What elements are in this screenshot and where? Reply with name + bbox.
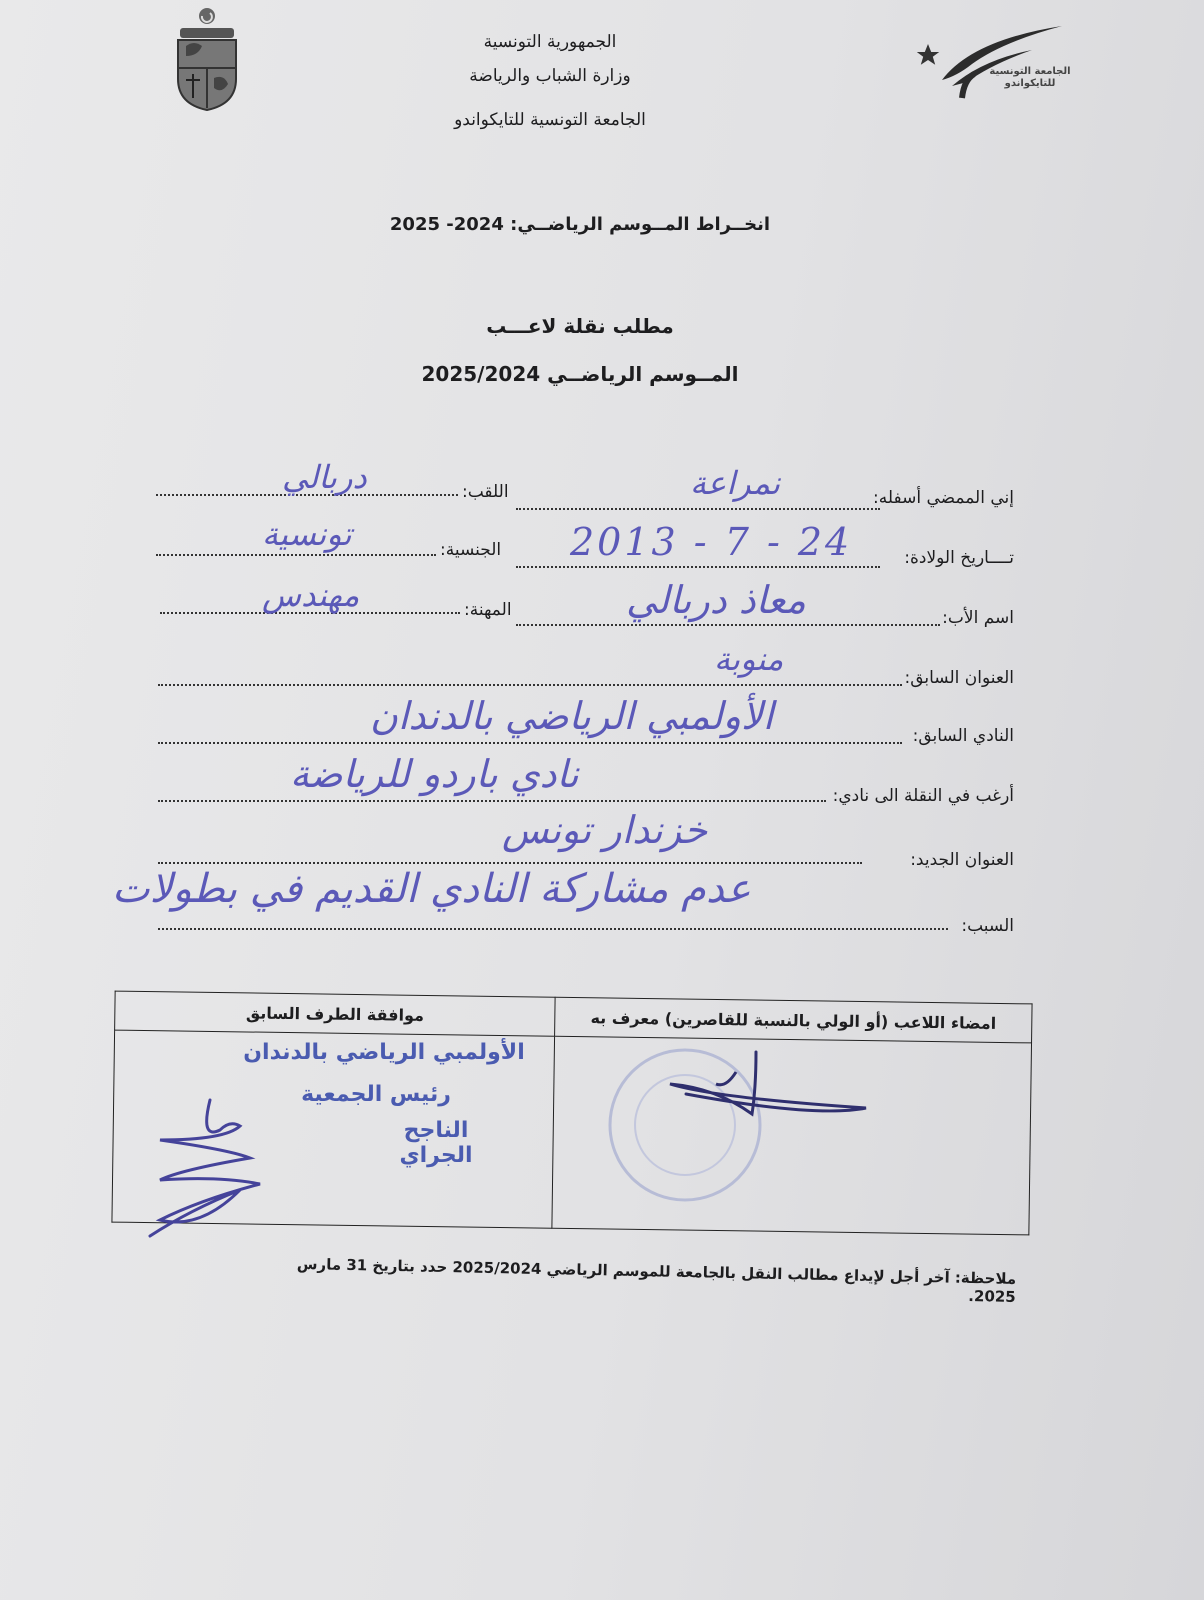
president-signature	[140, 1080, 320, 1250]
header-federation: الجامعة التونسية للتايكواندو	[454, 110, 646, 130]
club-stamp-line2: رئيس الجمعية	[301, 1082, 451, 1107]
new-address-value: خزندار تونس	[502, 808, 708, 852]
first-name-label: إني الممضي أسفله:	[873, 488, 1014, 508]
old-club-label: النادي السابق:	[912, 726, 1014, 746]
surname-label: اللقب:	[462, 482, 509, 502]
nationality-value: تونسية	[262, 515, 352, 553]
deadline-note: ملاحظة: آخر أجل لإيداع مطالب النقل بالجامعة للموسم الرياضي 2025/2024 حدد بتاريخ 31 مارس 2025.	[296, 1254, 1017, 1306]
nationality-dots	[156, 554, 436, 556]
old-address-dots	[158, 684, 902, 686]
nationality-label: الجنسية:	[440, 540, 502, 560]
old-address-value: منوبة	[714, 640, 784, 678]
first-name-value: نمراعة	[690, 464, 781, 502]
membership-season-line: انخــراط المــوسم الرياضــي: 2024- 2025	[389, 214, 771, 235]
reason-value: عدم مشاركة النادي القديم في بطولات	[112, 866, 751, 912]
job-value: مهندس	[262, 576, 360, 614]
surname-value: دربالي	[282, 458, 367, 496]
player-signature	[656, 1048, 876, 1128]
birth-date-dots	[516, 566, 880, 568]
new-club-dots	[158, 800, 826, 802]
federation-logo-text: الجامعة التونسية للتايكواندو	[989, 66, 1071, 89]
father-name-label: اسم الأب:	[942, 608, 1014, 628]
reason-dots	[158, 928, 948, 930]
reason-label: السبب:	[961, 916, 1014, 936]
new-address-label: العنوان الجديد:	[910, 850, 1014, 870]
header-ministry: وزارة الشباب والرياضة	[469, 66, 631, 86]
document-title: مطلب نقلة لاعـــب	[486, 314, 674, 338]
old-address-label: العنوان السابق:	[904, 668, 1014, 688]
coat-of-arms-emblem	[172, 4, 242, 114]
previous-party-approval-header: موافقة الطرف السابق	[115, 991, 556, 1036]
birth-date-label: تــــاريخ الولادة:	[904, 548, 1014, 568]
header-republic: الجمهورية التونسية	[483, 32, 617, 52]
new-club-label: أرغب في النقلة الى نادي:	[832, 786, 1014, 806]
new-address-dots	[158, 862, 862, 864]
first-name-dots	[516, 508, 880, 510]
father-name-dots	[516, 624, 940, 626]
club-stamp-line3: الناجح الجراي	[399, 1118, 473, 1168]
job-label: المهنة:	[464, 600, 512, 620]
new-club-value: نادي باردو للرياضة	[290, 752, 579, 796]
old-club-dots	[158, 742, 902, 744]
player-signature-header: امضاء اللاعب (أو الولي بالنسبة للقاصرين) معرف به	[555, 997, 1032, 1043]
club-stamp-line1: الأولمبي الرياضي بالدندان	[243, 1040, 525, 1065]
federation-logo	[912, 20, 1072, 110]
old-club-value: الأولمبي الرياضي بالدندان	[370, 694, 774, 738]
father-name-value: معاذ دربالي	[626, 578, 806, 622]
birth-date-value: 2013 - 7 - 24	[570, 520, 853, 564]
document-season: المــوسم الرياضــي 2025/2024	[421, 362, 739, 386]
